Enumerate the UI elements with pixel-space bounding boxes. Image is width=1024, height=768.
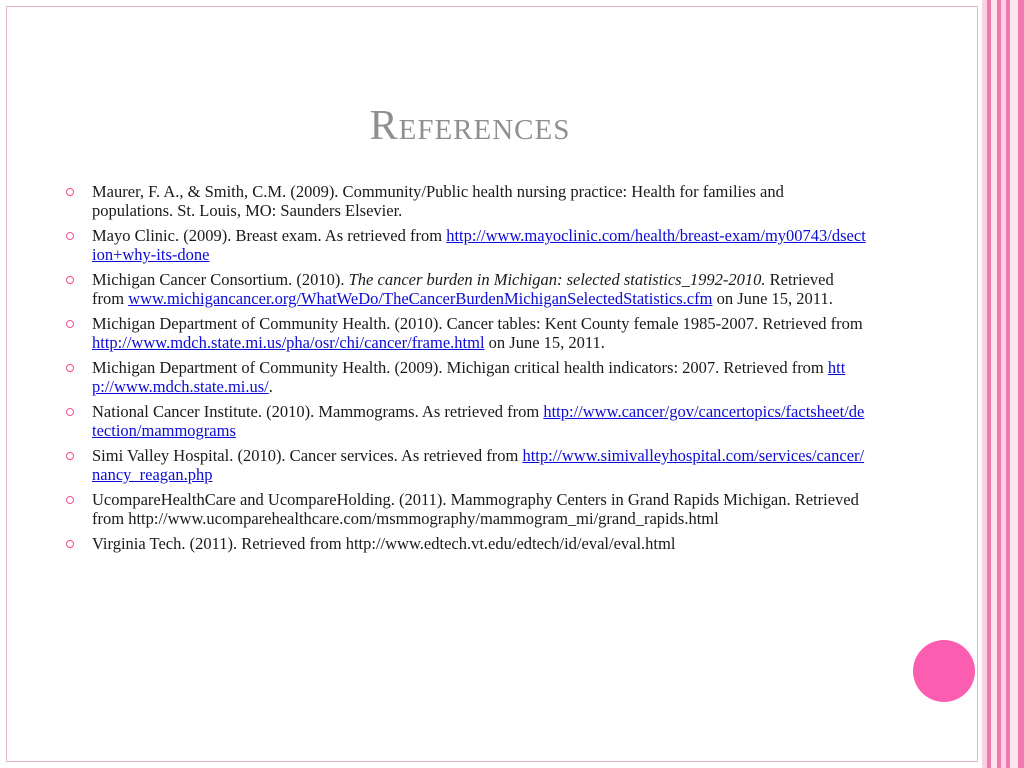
reference-text: National Cancer Institute. (2010). Mammograms. As retrieved from xyxy=(92,402,544,421)
reference-item xyxy=(66,182,866,220)
decor-stripe xyxy=(1018,0,1024,768)
reference-item xyxy=(66,490,866,528)
reference-item xyxy=(66,270,866,308)
bullet-icon xyxy=(66,232,74,240)
reference-text: . xyxy=(268,377,273,396)
reference-text: Michigan Department of Community Health. (2009). Michigan critical health indicators: 2007. Retrieved from xyxy=(92,358,828,377)
bullet-icon xyxy=(66,540,74,548)
reference-item xyxy=(66,226,866,264)
reference-text: Michigan Department of Community Health. (2010). Cancer tables: Kent County female 1985-2007. Retrieved from xyxy=(92,314,863,333)
bullet-icon xyxy=(66,496,74,504)
reference-text: on June 15, 2011. xyxy=(712,289,833,308)
reference-text: Michigan Cancer Consortium. (2010). xyxy=(92,270,349,289)
bullet-icon xyxy=(66,320,74,328)
reference-text: UcompareHealthCare and UcompareHolding. (2011). Mammography Centers in Grand Rapids Michigan. Retrieved from http://www.ucomparehealthcare.com/msmmography/mammogram_mi/grand_rapids.html xyxy=(92,490,859,528)
reference-item xyxy=(66,358,866,396)
reference-link[interactable]: www.michigancancer.org/WhatWeDo/TheCancerBurdenMichiganSelectedStatistics.cfm xyxy=(128,289,713,308)
reference-link[interactable]: http://www.mdch.state.mi.us/pha/osr/chi/cancer/frame.html xyxy=(92,333,485,352)
reference-list xyxy=(66,182,866,559)
page-title: References xyxy=(369,103,571,149)
bullet-icon xyxy=(66,188,74,196)
reference-title: The cancer burden in Michigan: selected statistics_1992-2010. xyxy=(348,270,766,289)
reference-link[interactable]: http://www.mayoclinic.com/health/breast-exam/my00743/dsection+why-its-done xyxy=(92,226,866,264)
bullet-icon xyxy=(66,364,74,372)
reference-text: Simi Valley Hospital. (2010). Cancer services. As retrieved from xyxy=(92,446,523,465)
reference-text: Retrieved from xyxy=(92,270,834,308)
decorative-stripes xyxy=(982,0,1024,768)
decorative-circle xyxy=(913,640,975,702)
reference-item xyxy=(66,402,866,440)
reference-link[interactable]: http://www.cancer/gov/cancertopics/factsheet/detection/mammograms xyxy=(92,402,865,440)
reference-text: Mayo Clinic. (2009). Breast exam. As retrieved from xyxy=(92,226,447,245)
decor-stripe xyxy=(1010,0,1018,768)
reference-item xyxy=(66,314,866,352)
reference-link[interactable]: http://www.simivalleyhospital.com/services/cancer/nancy_reagan.php xyxy=(92,446,865,484)
bullet-icon xyxy=(66,276,74,284)
reference-item xyxy=(66,446,866,484)
reference-text: on June 15, 2011. xyxy=(484,333,605,352)
reference-link[interactable]: http://www.mdch.state.mi.us/ xyxy=(92,358,846,396)
bullet-icon xyxy=(66,408,74,416)
bullet-icon xyxy=(66,452,74,460)
reference-text: Virginia Tech. (2011). Retrieved from http://www.edtech.vt.edu/edtech/id/eval/eval.html xyxy=(92,534,676,553)
reference-text: Maurer, F. A., & Smith, C.M. (2009). Community/Public health nursing practice: Health for families and populations. St. Louis, MO: Saunders Elsevier. xyxy=(92,182,784,220)
reference-item xyxy=(66,534,866,553)
